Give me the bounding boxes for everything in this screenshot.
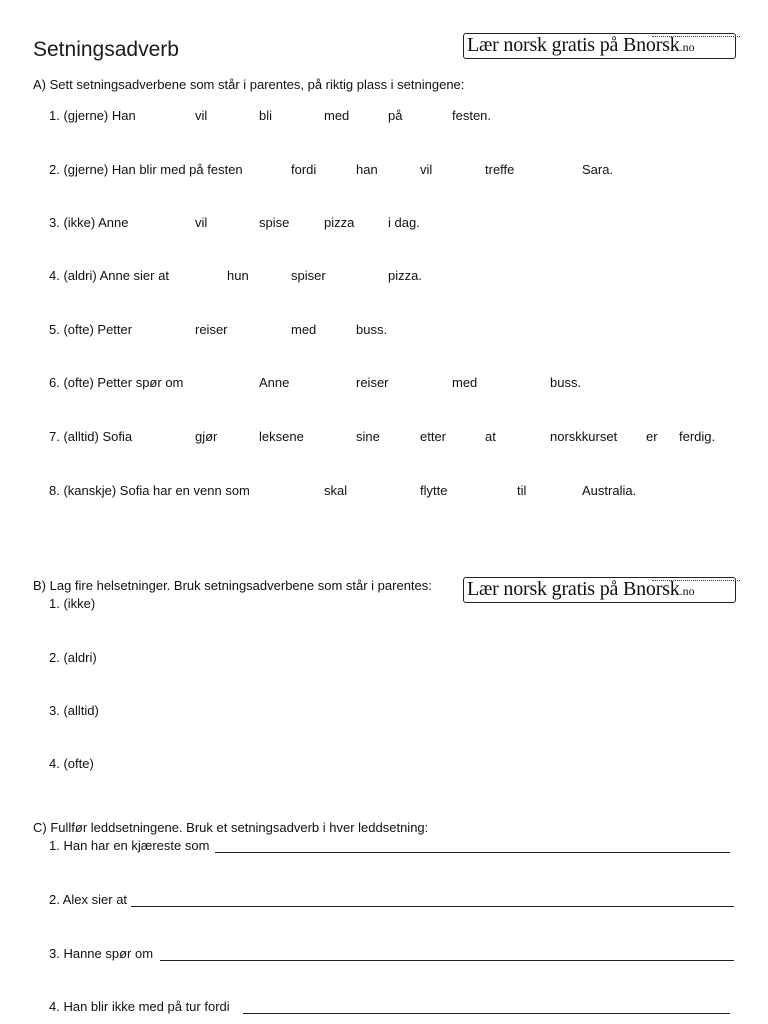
section-a-item-prompt: 7. (alltid) Sofia	[49, 429, 133, 444]
section-a-item-prompt: 2. (gjerne) Han blir med på festen	[49, 162, 243, 177]
logo-domain: .no	[679, 584, 695, 598]
section-c-item: 4. Han blir ikke med på tur fordi	[49, 999, 230, 1014]
section-a-word: gjør	[195, 429, 218, 444]
section-a-word: festen.	[452, 108, 492, 123]
section-a-heading: A) Sett setningsadverbene som står i parentes, på riktig plass i setningene:	[33, 77, 465, 92]
section-a-word: hun	[227, 268, 249, 283]
section-a-word: buss.	[550, 375, 582, 390]
section-a-word: treffe	[485, 162, 515, 177]
section-a-word: med	[324, 108, 350, 123]
section-a-word: Sara.	[582, 162, 614, 177]
section-a-word: reiser	[356, 375, 389, 390]
section-a-word: i dag.	[388, 215, 420, 230]
section-a-word: vil	[195, 215, 208, 230]
section-b-item: 3. (alltid)	[49, 703, 99, 718]
section-b-item: 2. (aldri)	[49, 650, 97, 665]
answer-line[interactable]	[215, 852, 730, 853]
section-c-heading: C) Fullfør leddsetningene. Bruk et setningsadverb i hver leddsetning:	[33, 820, 429, 835]
section-a-word: skal	[324, 483, 348, 498]
logo-dotted-line	[652, 580, 740, 581]
section-a-word: leksene	[259, 429, 304, 444]
logo-dotted-line	[652, 36, 740, 37]
section-c-item: 1. Han har en kjæreste som	[49, 838, 210, 853]
answer-line[interactable]	[131, 906, 734, 907]
section-c-item: 2. Alex sier at	[49, 892, 128, 907]
section-a-word: på	[388, 108, 403, 123]
section-a-word: ferdig.	[679, 429, 716, 444]
section-a-word: fordi	[291, 162, 317, 177]
section-a-word: Australia.	[582, 483, 637, 498]
section-a-word: at	[485, 429, 496, 444]
section-a-item-prompt: 3. (ikke) Anne	[49, 215, 129, 230]
bnorsk-logo	[463, 33, 736, 59]
section-a-word: sine	[356, 429, 380, 444]
section-a-word: til	[517, 483, 527, 498]
section-a-word: etter	[420, 429, 447, 444]
answer-line[interactable]	[243, 1013, 730, 1014]
section-a-word: spiser	[291, 268, 326, 283]
section-a-word: vil	[420, 162, 433, 177]
section-b-item: 1. (ikke)	[49, 596, 96, 611]
logo-domain: .no	[679, 40, 695, 54]
section-a-word: er	[646, 429, 658, 444]
section-b-heading: B) Lag fire helsetninger. Bruk setningsadverbene som står i parentes:	[33, 578, 432, 593]
section-a-word: Anne	[259, 375, 290, 390]
section-b-item: 4. (ofte)	[49, 756, 94, 771]
section-a-word: pizza	[324, 215, 355, 230]
section-a-word: reiser	[195, 322, 228, 337]
section-a-word: bli	[259, 108, 273, 123]
section-a-item-prompt: 8. (kanskje) Sofia har en venn som	[49, 483, 250, 498]
logo-text: Lær norsk gratis på Bnorsk	[467, 34, 680, 56]
section-c-item: 3. Hanne spør om	[49, 946, 154, 961]
section-a-item-prompt: 1. (gjerne) Han	[49, 108, 136, 123]
section-a-word: vil	[195, 108, 208, 123]
section-a-item-prompt: 5. (ofte) Petter	[49, 322, 133, 337]
section-a-word: han	[356, 162, 378, 177]
bnorsk-logo-2	[463, 577, 736, 603]
page-title: Setningsadverb	[33, 38, 179, 61]
logo-text: Lær norsk gratis på Bnorsk	[467, 578, 680, 600]
section-a-word: norskkurset	[550, 429, 618, 444]
section-a-item-prompt: 4. (aldri) Anne sier at	[49, 268, 169, 283]
answer-line[interactable]	[160, 960, 734, 961]
section-a-word: med	[291, 322, 317, 337]
section-a-word: pizza.	[388, 268, 422, 283]
section-a-word: med	[452, 375, 478, 390]
section-a-word: buss.	[356, 322, 388, 337]
section-a-item-prompt: 6. (ofte) Petter spør om	[49, 375, 184, 390]
section-a-word: spise	[259, 215, 290, 230]
section-a-word: flytte	[420, 483, 448, 498]
